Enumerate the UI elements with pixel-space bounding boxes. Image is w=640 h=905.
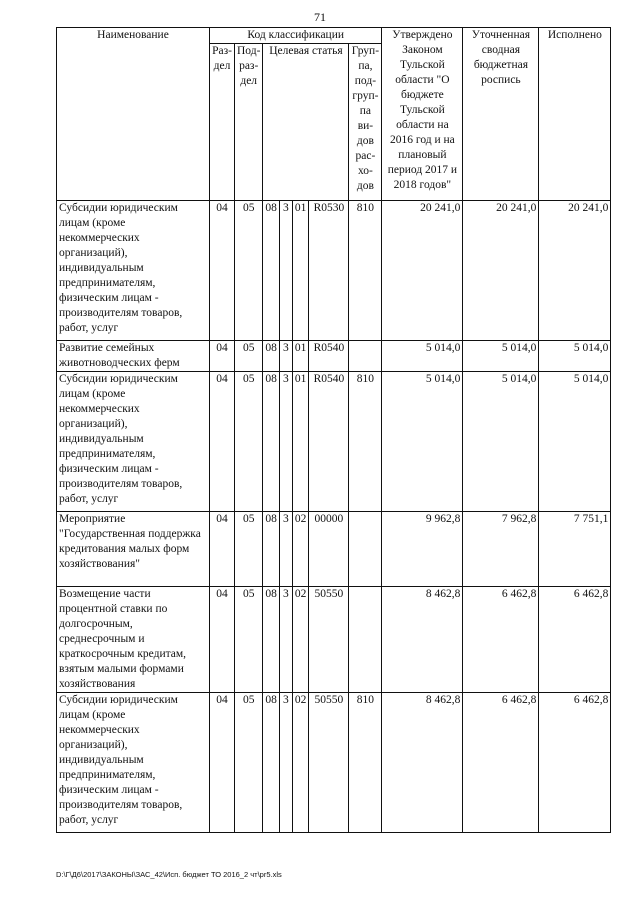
cell-razdel: 04: [210, 693, 235, 833]
cell-c2: 3: [279, 587, 292, 693]
cell-c1: 08: [263, 693, 280, 833]
cell-approved: 9 962,8: [382, 512, 463, 587]
header-gruppa: Груп-па, под-груп-па ви-дов рас-хо-дов: [349, 44, 382, 201]
cell-podrazdel: 05: [235, 341, 263, 372]
cell-approved: 8 462,8: [382, 587, 463, 693]
table-body: [57, 201, 611, 833]
cell-c2: 3: [279, 372, 292, 512]
cell-approved: 20 241,0: [382, 201, 463, 341]
header-refined: Уточненная сводная бюджетная роспись: [463, 28, 539, 201]
cell-approved: 5 014,0: [382, 341, 463, 372]
cell-c4: R0530: [309, 201, 349, 341]
cell-c3: 01: [292, 201, 309, 341]
table-row: [57, 201, 611, 341]
cell-podrazdel: 05: [235, 693, 263, 833]
header-name: Наименование: [57, 28, 210, 201]
cell-executed: 5 014,0: [539, 341, 611, 372]
cell-refined: 20 241,0: [463, 201, 539, 341]
cell-group: 810: [349, 201, 382, 341]
cell-c3: 01: [292, 372, 309, 512]
cell-c3: 01: [292, 341, 309, 372]
cell-c3: 02: [292, 693, 309, 833]
cell-c3: 02: [292, 587, 309, 693]
cell-group: [349, 587, 382, 693]
cell-c1: 08: [263, 512, 280, 587]
cell-c2: 3: [279, 512, 292, 587]
cell-c4: R0540: [309, 341, 349, 372]
table-header: [57, 28, 611, 201]
cell-executed: 6 462,8: [539, 693, 611, 833]
header-podrazdel: Под-раз-дел: [235, 44, 263, 201]
cell-approved: 5 014,0: [382, 372, 463, 512]
cell-c3: 02: [292, 512, 309, 587]
cell-group: 810: [349, 693, 382, 833]
cell-group: [349, 341, 382, 372]
cell-group: [349, 512, 382, 587]
cell-razdel: 04: [210, 341, 235, 372]
cell-c4: 00000: [309, 512, 349, 587]
page-number: 71: [314, 10, 326, 24]
cell-name: Возмещение части процентной ставки по долгосрочным, среднесрочным и краткосрочным кредитам, взятым малыми формами хозяйствования: [57, 587, 210, 693]
header-code: Код классификации: [210, 28, 382, 44]
cell-group: 810: [349, 372, 382, 512]
cell-name: Мероприятие "Государственная поддержка кредитования малых форм хозяйствования": [57, 512, 210, 587]
cell-razdel: 04: [210, 201, 235, 341]
table-row: [57, 512, 611, 587]
cell-refined: 6 462,8: [463, 693, 539, 833]
table-row: [57, 587, 611, 693]
header-executed: Исполнено: [539, 28, 611, 201]
file-path-footer: D:\Г\Д6\2017\ЗАКОНЫ\ЗАС_42\Исп. бюджет ТО 2016_2 чт\pr5.xls: [56, 870, 282, 879]
table-row: [57, 341, 611, 372]
cell-name: Субсидии юридическим лицам (кроме некоммерческих организаций), индивидуальным предпринимателям, физическим лицам - производителям товаров, работ, услуг: [57, 372, 210, 512]
table-row: [57, 693, 611, 833]
table-row: [57, 372, 611, 512]
cell-refined: 7 962,8: [463, 512, 539, 587]
cell-name: Субсидии юридическим лицам (кроме некоммерческих организаций), индивидуальным предпринимателям, физическим лицам - производителям товаров, работ, услуг: [57, 693, 210, 833]
cell-c1: 08: [263, 201, 280, 341]
cell-c2: 3: [279, 341, 292, 372]
cell-refined: 6 462,8: [463, 587, 539, 693]
cell-podrazdel: 05: [235, 372, 263, 512]
cell-executed: 7 751,1: [539, 512, 611, 587]
header-approved: Утверждено Законом Тульской области "О бюджете Тульской области на 2016 год и на плановый период 2017 и 2018 годов": [382, 28, 463, 201]
cell-podrazdel: 05: [235, 587, 263, 693]
cell-razdel: 04: [210, 372, 235, 512]
cell-c2: 3: [279, 693, 292, 833]
cell-c1: 08: [263, 587, 280, 693]
cell-c4: 50550: [309, 587, 349, 693]
cell-refined: 5 014,0: [463, 372, 539, 512]
cell-podrazdel: 05: [235, 512, 263, 587]
cell-name: Развитие семейных животноводческих ферм: [57, 341, 210, 372]
header-razdel: Раз-дел: [210, 44, 235, 201]
cell-executed: 6 462,8: [539, 587, 611, 693]
cell-c2: 3: [279, 201, 292, 341]
budget-table: [56, 27, 611, 833]
cell-c4: 50550: [309, 693, 349, 833]
cell-name: Субсидии юридическим лицам (кроме некоммерческих организаций), индивидуальным предпринимателям, физическим лицам - производителям товаров, работ, услуг: [57, 201, 210, 341]
cell-executed: 5 014,0: [539, 372, 611, 512]
cell-razdel: 04: [210, 587, 235, 693]
cell-refined: 5 014,0: [463, 341, 539, 372]
cell-executed: 20 241,0: [539, 201, 611, 341]
cell-podrazdel: 05: [235, 201, 263, 341]
cell-approved: 8 462,8: [382, 693, 463, 833]
cell-razdel: 04: [210, 512, 235, 587]
cell-c1: 08: [263, 341, 280, 372]
cell-c4: R0540: [309, 372, 349, 512]
cell-c1: 08: [263, 372, 280, 512]
header-tselevaya: Целевая статья: [263, 44, 349, 201]
